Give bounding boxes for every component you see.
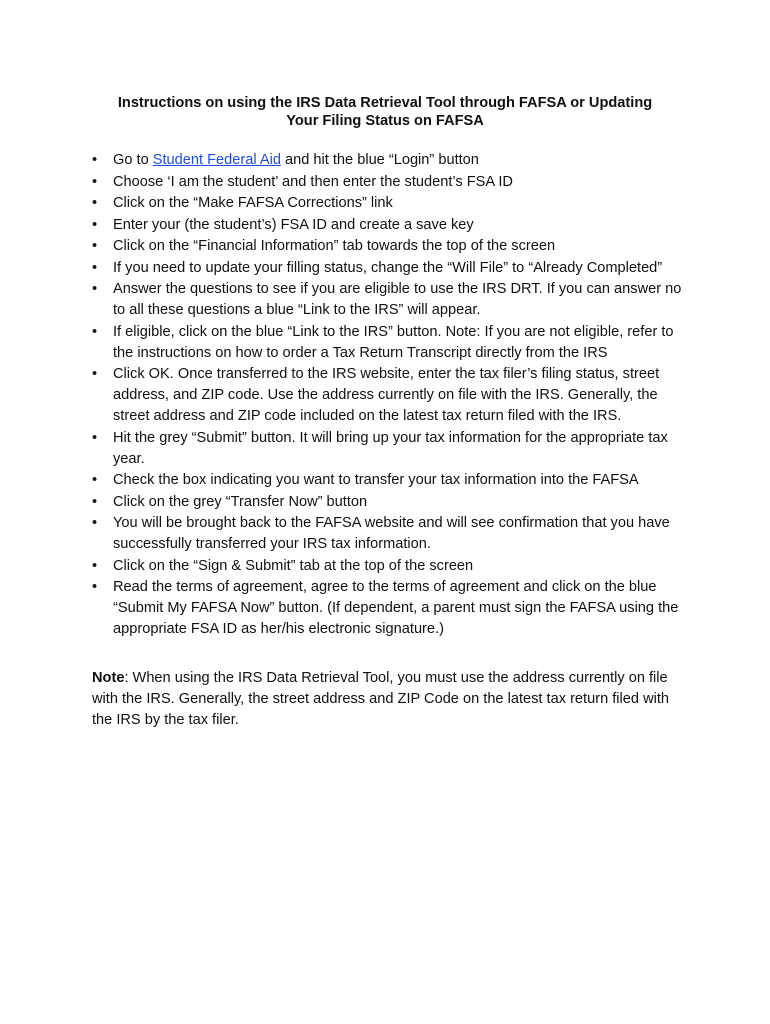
list-item: [92, 556, 692, 577]
step-text: If eligible, click on the blue “Link to the IRS” button. Note: If you are not eligible, refer to the instructions on how to order a Tax Return Transcript directly from the IRS: [113, 323, 674, 361]
list-item: [92, 428, 692, 470]
step-text: Enter your (the student’s) FSA ID and create a save key: [113, 216, 474, 233]
instruction-list: [92, 150, 692, 641]
list-item: [92, 492, 692, 513]
list-item: [92, 577, 692, 640]
list-item: [92, 172, 692, 193]
step-text: Click on the “Sign & Submit” tab at the top of the screen: [113, 557, 474, 574]
bullet-icon: •: [92, 238, 98, 254]
bullet-icon: •: [92, 195, 98, 211]
bullet-icon: •: [92, 429, 98, 446]
list-item: [92, 279, 692, 321]
student-federal-aid-link[interactable]: Student Federal Aid: [152, 152, 281, 168]
title-line-2: Your Filing Status on FAFSA: [286, 113, 484, 129]
bullet-icon: •: [92, 216, 98, 233]
bullet-icon: •: [92, 579, 98, 595]
step-text: Read the terms of agreement, agree to the terms of agreement and click on the blue “Submit My FAFSA Now” button. (If dependent, a parent must sign the FAFSA using the appropriate FSA ID as her/his electronic signature.): [113, 579, 679, 637]
bullet-icon: •: [92, 323, 98, 340]
bullet-icon: •: [92, 366, 98, 382]
list-item: [92, 258, 692, 279]
list-item: [92, 322, 692, 364]
list-item: [92, 470, 692, 491]
bullet-icon: •: [92, 493, 98, 510]
step-text: Check the box indicating you want to transfer your tax information into the FAFSA: [113, 472, 639, 488]
title-line-1: Instructions on using the IRS Data Retrieval Tool through FAFSA or Updating: [117, 95, 653, 111]
step-text: Click on the “Financial Information” tab towards the top of the screen: [113, 238, 556, 254]
bullet-icon: •: [92, 173, 98, 190]
step-text: Choose ‘I am the student’ and then enter the student’s FSA ID: [113, 173, 513, 190]
list-item: [92, 150, 692, 171]
note-text: : When using the IRS Data Retrieval Tool, you must use the address currently on file with the IRS. Generally, the street address and ZIP Code on the latest tax return filed with the IRS by the tax filer.: [92, 670, 670, 728]
note-label: Note: [92, 670, 125, 686]
bullet-icon: •: [92, 152, 98, 168]
list-item: [92, 364, 692, 427]
step-text: Click on the “Make FAFSA Corrections” link: [113, 195, 393, 211]
step-text-prefix: Go to: [113, 152, 153, 168]
bullet-icon: •: [92, 259, 98, 276]
step-text: If you need to update your filling status, change the “Will File” to “Already Completed”: [113, 259, 663, 276]
step-text: Click OK. Once transferred to the IRS website, enter the tax filer’s filing status, street address, and ZIP code. Use the address currently on file with the IRS. Generally, the street address and ZIP code included on the latest tax return filed with the IRS.: [113, 366, 660, 424]
page-title: [90, 94, 680, 130]
list-item: [92, 215, 692, 236]
bullet-icon: •: [92, 515, 98, 531]
bullet-icon: •: [92, 472, 98, 488]
step-text: Answer the questions to see if you are eligible to use the IRS DRT. If you can answer no to all these questions a blue “Link to the IRS” will appear.: [113, 281, 682, 318]
step-text: You will be brought back to the FAFSA website and will see confirmation that you have successfully transferred your IRS tax information.: [113, 515, 670, 552]
bullet-icon: •: [92, 557, 98, 574]
list-item: [92, 193, 692, 214]
bullet-icon: •: [92, 281, 98, 297]
step-text-suffix: and hit the blue “Login” button: [280, 152, 479, 168]
step-text: Hit the grey “Submit” button. It will bring up your tax information for the appropriate tax year.: [113, 429, 668, 467]
note-paragraph: [92, 668, 692, 731]
step-text: Click on the grey “Transfer Now” button: [113, 493, 368, 510]
list-item: [92, 236, 692, 257]
list-item: [92, 513, 692, 555]
